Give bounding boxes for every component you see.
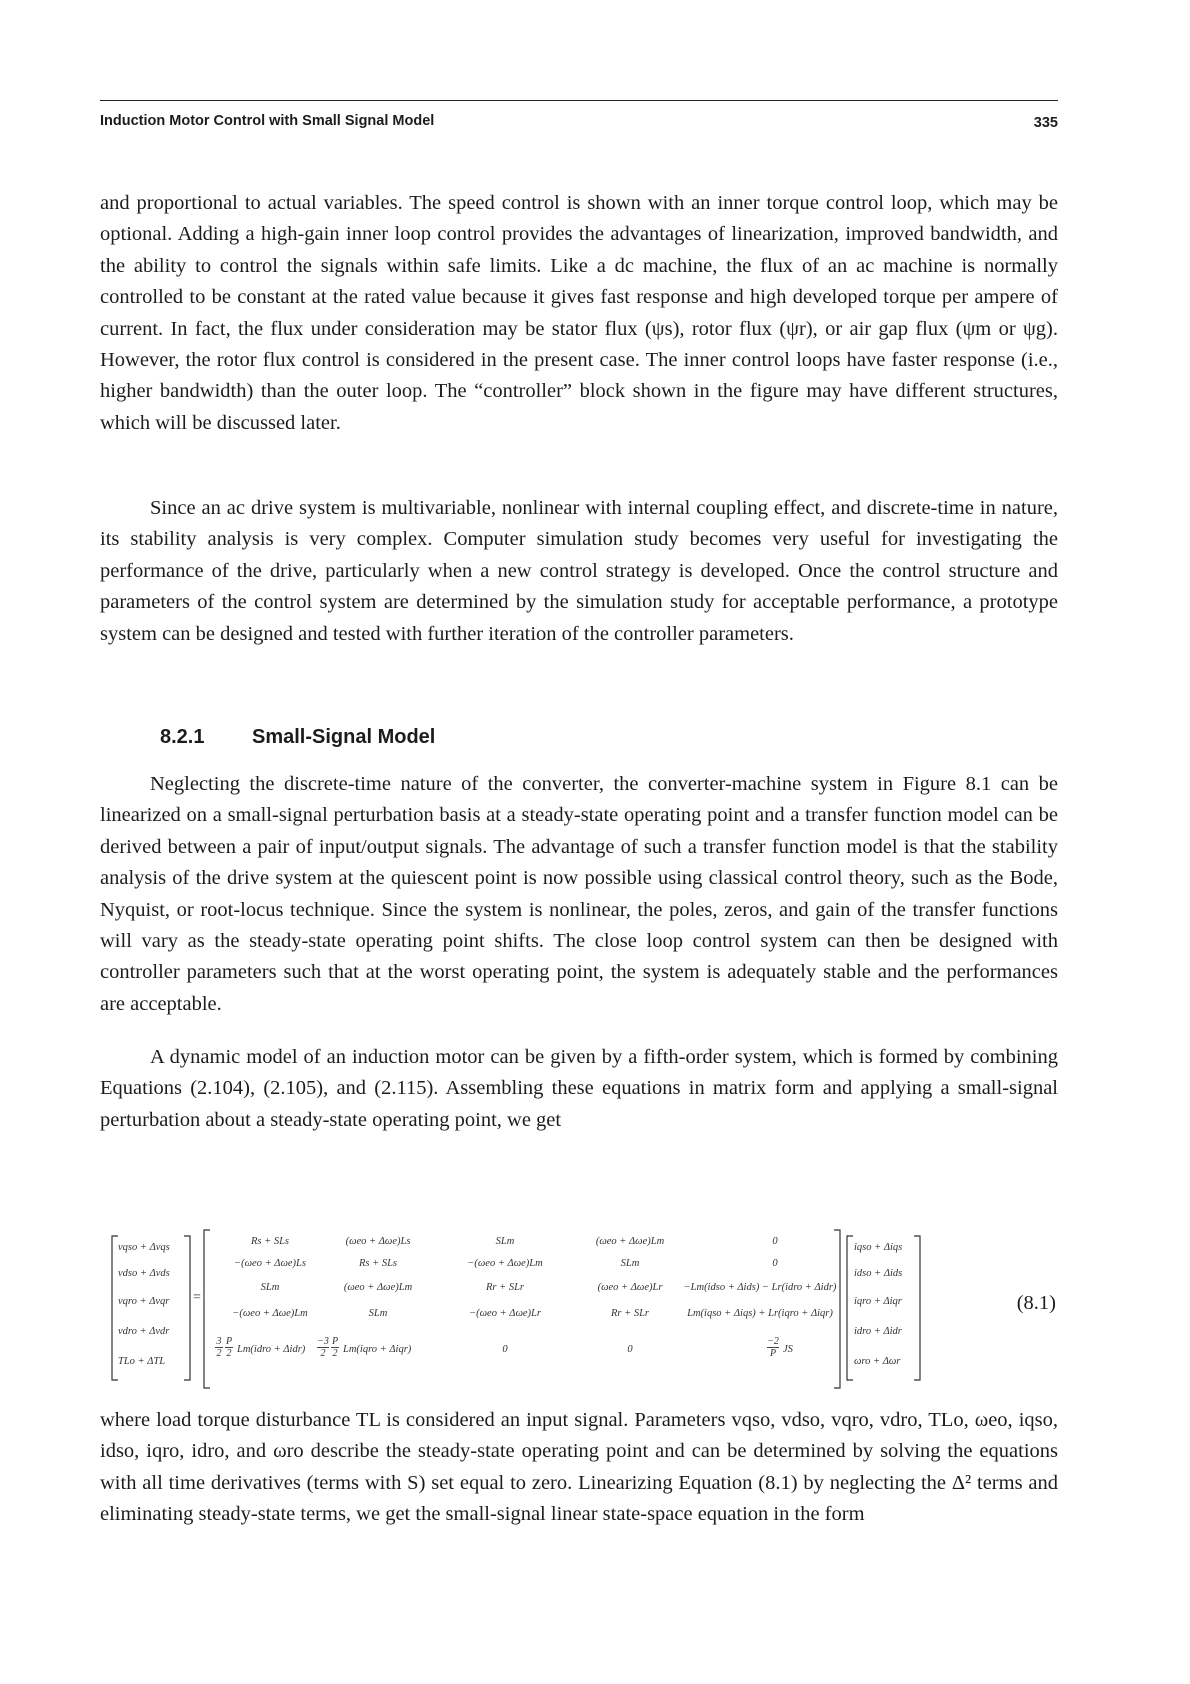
matrix-cell: Lm(iqro + Δiqr) xyxy=(343,1344,412,1355)
rhs-entry: iqso + Δiqs xyxy=(854,1242,903,1253)
lhs-bracket-right xyxy=(184,1236,190,1380)
matrix-cell: 0 xyxy=(772,1258,778,1269)
matrix-cell: 0 xyxy=(502,1344,508,1355)
matrix-cell: −(ωeo + Δωe)Lm xyxy=(232,1308,308,1319)
section-heading xyxy=(160,726,435,749)
matrix-cell: SLm xyxy=(368,1308,388,1319)
matrix-cell: 0 xyxy=(772,1236,778,1247)
matrix-cell: (ωeo + Δωe)Lm xyxy=(595,1236,665,1247)
section-title: Small-Signal Model xyxy=(252,726,436,748)
fraction-minus-two-over-p xyxy=(766,1336,780,1359)
rhs-bracket-left xyxy=(847,1236,853,1380)
matrix-cell: Rr + SLr xyxy=(610,1308,650,1319)
fraction-three-halves xyxy=(214,1336,224,1359)
lhs-entry: vqro + Δvqr xyxy=(118,1296,170,1307)
paragraph-steady-state-parameters: where load torque disturbance TL is considered an input signal. Parameters vqso, vdso, vqro, vdro, TLo, ωeo, iqso, idso, iqro, idro, and ωro describe the steady-state operating point and can be determined by solving the equations with all time derivatives (terms with S) set equal to zero. Linearizing Equation (8.1) by neglecting the Δ² terms and eliminating steady-state terms, we get the small-signal linear state-space equation in the form xyxy=(100,1409,1058,1526)
lhs-entry: vdso + Δvds xyxy=(118,1268,170,1279)
matrix-cell: Lm(iqso + Δiqs) + Lr(iqro + Δiqr) xyxy=(687,1308,833,1319)
fraction-denominator: 2 xyxy=(216,1348,222,1359)
fraction-denominator: 2 xyxy=(320,1348,326,1359)
matrix-cell: SLm xyxy=(260,1282,280,1293)
lhs-entry: TLo + ΔTL xyxy=(118,1356,166,1367)
fraction-p-halves xyxy=(330,1336,340,1359)
equation-number: (8.1) xyxy=(1016,1292,1056,1314)
paragraph-small-signal-linearization: Neglecting the discrete-time nature of the converter, the converter-machine system in Figure 8.1 can be linearized on a small-signal perturbation basis at a steady-state operating point and a transfer function model can be derived between a pair of input/output signals. The advantage of such a transfer function model is that the stability analysis of the drive system at the quiescent point is now possible using classical control theory, such as the Bode, Nyquist, or root-locus technique. Since the system is nonlinear, the poles, zeros, and gain of the transfer functions will vary as the steady-state operating point shifts. The close loop control system can then be designed with controller parameters such that at the worst operating point, the system is adequately stable and the performances are acceptable. xyxy=(100,773,1058,1015)
rhs-entry: iqro + Δiqr xyxy=(854,1296,902,1307)
fraction-denominator: 2 xyxy=(332,1348,338,1359)
rhs-bracket-right xyxy=(914,1236,920,1380)
matrix-cell: −(ωeo + Δωe)Lr xyxy=(469,1308,541,1319)
equation-8-1 xyxy=(110,1228,1060,1396)
matrix-bracket-right xyxy=(834,1230,840,1388)
matrix-bracket-left xyxy=(204,1230,210,1388)
matrix-cell: Rs + SLs xyxy=(358,1258,398,1269)
fraction-numerator: −2 xyxy=(767,1336,779,1347)
page-header xyxy=(100,100,1058,135)
matrix-cell: 0 xyxy=(627,1344,633,1355)
rhs-entry: idso + Δids xyxy=(854,1268,903,1279)
matrix-cell: (ωeo + Δωe)Ls xyxy=(345,1236,411,1247)
matrix-cell: −Lm(idso + Δids) − Lr(idro + Δidr) xyxy=(683,1282,837,1293)
running-title: Induction Motor Control with Small Signal Model xyxy=(100,113,435,129)
fraction-numerator: 3 xyxy=(216,1336,222,1347)
fraction-numerator: P xyxy=(331,1336,339,1347)
rhs-entry: ωro + Δωr xyxy=(854,1356,901,1367)
matrix-cell: Lm(idro + Δidr) xyxy=(237,1344,306,1355)
fraction-denominator: P xyxy=(769,1348,777,1359)
matrix-cell: (ωeo + Δωe)Lm xyxy=(343,1282,413,1293)
fraction-p-halves xyxy=(224,1336,234,1359)
paragraph-simulation-study: Since an ac drive system is multivariable, nonlinear with internal coupling effect, and discrete-time in nature, its stability analysis is very complex. Computer simulation study becomes very useful for investigating the performance of the drive, particularly when a new control strategy is developed. Once the control structure and parameters of the control system are determined by the simulation study for acceptable performance, a prototype system can be designed and tested with further iteration of the controller parameters. xyxy=(100,497,1058,645)
rhs-entry: idro + Δidr xyxy=(854,1326,902,1337)
equals-sign: = xyxy=(193,1290,201,1305)
fraction-numerator: P xyxy=(225,1336,233,1347)
fraction-denominator: 2 xyxy=(226,1348,232,1359)
matrix-cell: SLm xyxy=(495,1236,515,1247)
matrix-cell: Rr + SLr xyxy=(485,1282,525,1293)
matrix-cell: −(ωeo + Δωe)Lm xyxy=(467,1258,543,1269)
lhs-entry: vqso + Δvqs xyxy=(118,1242,170,1253)
section-number: 8.2.1 xyxy=(160,726,205,748)
matrix-cell: −(ωeo + Δωe)Ls xyxy=(234,1258,306,1269)
matrix-cell: (ωeo + Δωe)Lr xyxy=(597,1282,663,1293)
matrix-cell: JS xyxy=(783,1344,793,1355)
matrix-cell: Rs + SLs xyxy=(250,1236,290,1247)
fraction-minus-three-halves xyxy=(316,1336,330,1359)
lhs-entry: vdro + Δvdr xyxy=(118,1326,170,1337)
paragraph-flux-control: and proportional to actual variables. The speed control is shown with an inner torque control loop, which may be optional. Adding a high-gain inner loop control provides the advantages of linearization, improved bandwidth, and the ability to control the signals within safe limits. Like a dc machine, the flux of an ac machine is normally controlled to be constant at the rated value because it gives fast response and high developed torque per ampere of current. In fact, the flux under consideration may be stator flux (ψs), rotor flux (ψr), or air gap flux (ψm or ψg). However, the rotor flux control is considered in the present case. The inner control loops have faster response (i.e., higher bandwidth) than the outer loop. The “controller” block shown in the figure may have different structures, which will be discussed later. xyxy=(100,192,1058,434)
matrix-cell: SLm xyxy=(620,1258,640,1269)
fraction-numerator: −3 xyxy=(317,1336,329,1347)
page-number: 335 xyxy=(1033,115,1058,131)
paragraph-dynamic-model: A dynamic model of an induction motor can be given by a fifth-order system, which is formed by combining Equations (2.104), (2.105), and (2.115). Assembling these equations in matrix form and applying a small-signal perturbation about a steady-state operating point, we get xyxy=(100,1046,1058,1131)
